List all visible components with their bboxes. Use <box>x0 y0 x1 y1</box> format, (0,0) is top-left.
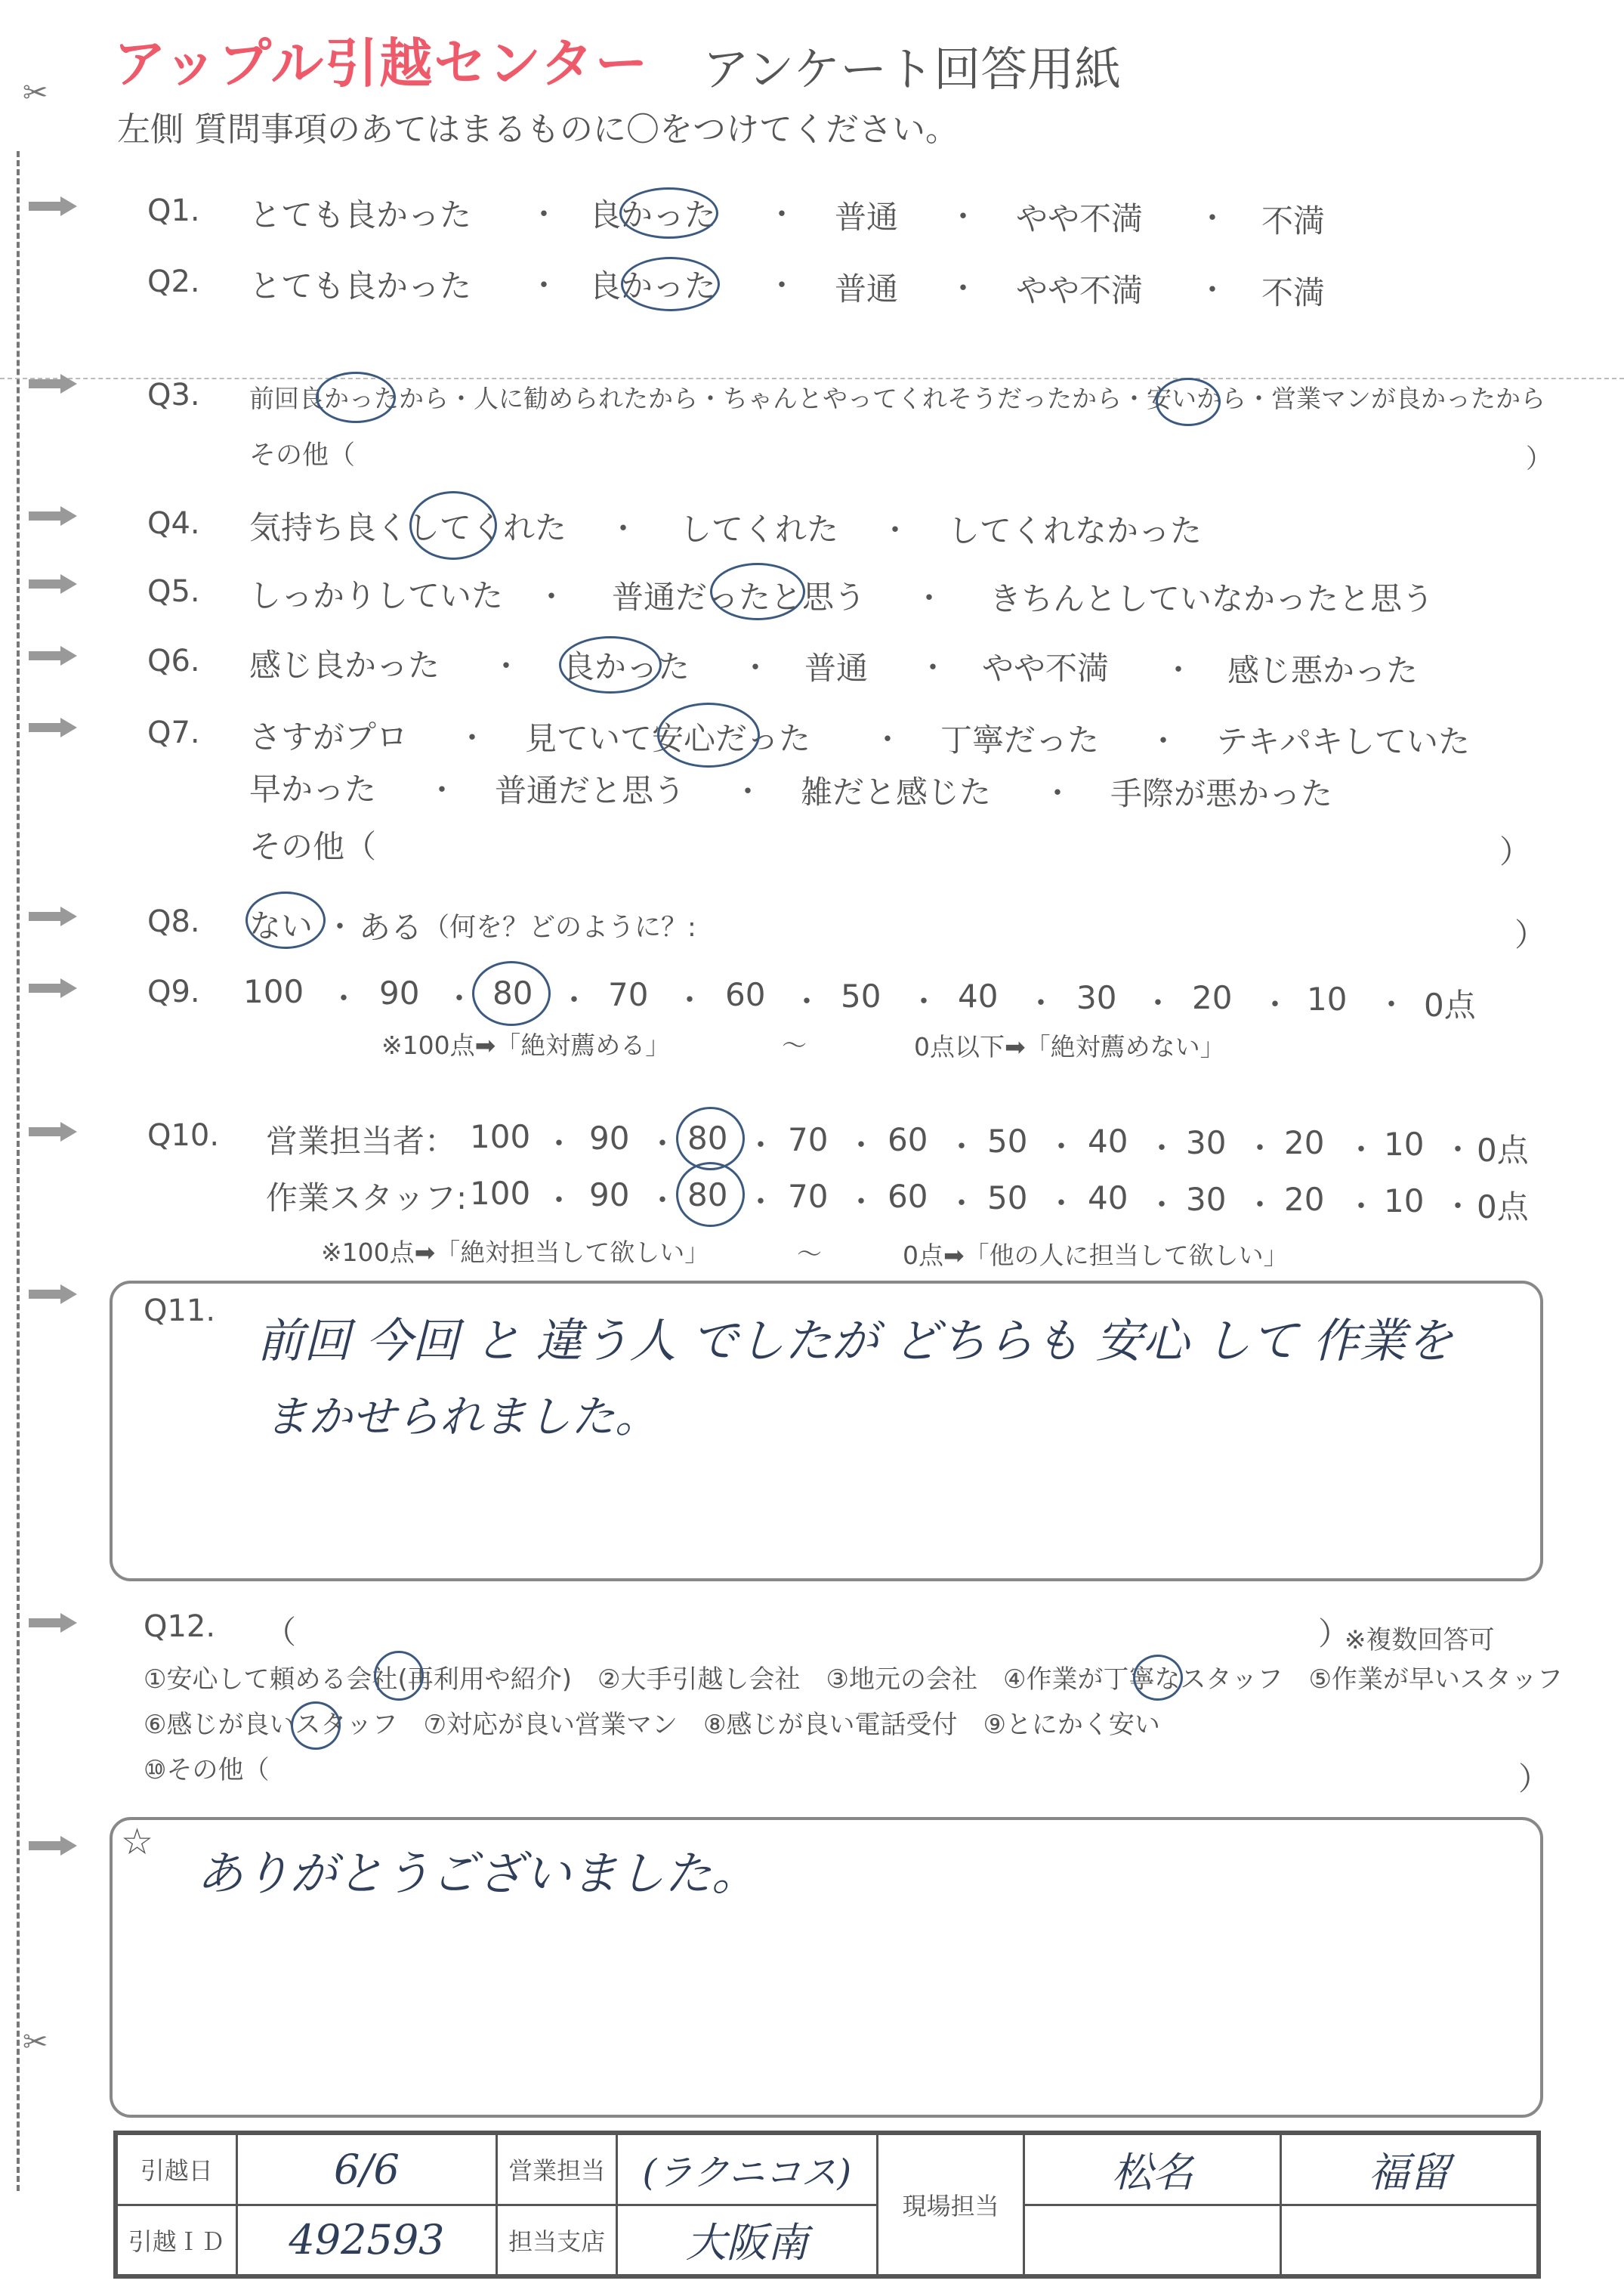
q5-option[interactable]: きちんとしていなかったと思う <box>990 580 1434 617</box>
q1-option[interactable]: 不満 <box>1261 202 1326 239</box>
q9-score[interactable]: 60 <box>725 976 766 1013</box>
arrow-icon <box>29 978 79 998</box>
arrow-icon <box>29 1836 79 1856</box>
q7-option[interactable]: テキパキしていた <box>1216 723 1471 760</box>
q7-option[interactable]: 早かった <box>249 771 377 808</box>
answer-circle <box>1133 1655 1183 1701</box>
q8-label: Q8. <box>147 904 200 939</box>
separator-dot: ・ <box>647 1183 678 1218</box>
q10-staff-score[interactable]: 40 <box>1088 1179 1128 1216</box>
separator-dot: ・ <box>559 983 589 1018</box>
q10-note-right: 0点➡「他の人に担当して欲しい」 <box>903 1241 1289 1270</box>
q7-option[interactable]: 普通だと思う <box>495 772 686 809</box>
separator-dot: ・ <box>1376 987 1406 1022</box>
separator-dot: ・ <box>909 984 939 1019</box>
q9-label: Q9. <box>147 975 200 1009</box>
q12-options-row2[interactable]: ⑥感じが良いスタッフ ⑦対応が良い営業マン ⑧感じが良い電話受付 ⑨とにかく安い <box>144 1710 1160 1740</box>
q12-other-close: ） <box>1518 1760 1551 1797</box>
branch-value: 大阪南 <box>616 2205 877 2276</box>
q10-sales-score[interactable]: 20 <box>1284 1124 1325 1161</box>
separator-dot: ・ <box>946 1186 977 1221</box>
separator-dot: ・ <box>608 511 638 546</box>
arrow-icon <box>29 907 79 926</box>
q9-score[interactable]: 20 <box>1192 979 1233 1016</box>
site-staff-value-1: 松名 <box>1024 2133 1281 2205</box>
q10-sales-score[interactable]: 80 <box>687 1120 728 1157</box>
separator-dot: ・ <box>427 773 457 808</box>
brand-title: アップル引越センター <box>113 32 650 94</box>
separator-dot: ・ <box>1046 1186 1076 1221</box>
q10-sales-score[interactable]: 40 <box>1088 1123 1128 1160</box>
separator-dot: ・ <box>1046 1130 1076 1164</box>
q12-note: ※複数回答可 <box>1345 1625 1495 1655</box>
move-date-value: 6/6 <box>236 2133 497 2205</box>
answer-circle <box>245 892 326 949</box>
separator-dot: ・ <box>872 722 903 757</box>
answer-circle <box>619 187 718 239</box>
q10-staff-score[interactable]: 70 <box>788 1178 829 1215</box>
answer-circle <box>374 1651 424 1701</box>
star-icon: ☆ <box>121 1821 154 1863</box>
answer-circle <box>676 1162 745 1227</box>
q10-staff-score[interactable]: 50 <box>987 1179 1028 1216</box>
separator-dot: ・ <box>457 721 487 756</box>
q10-staff-score[interactable]: 60 <box>888 1178 928 1215</box>
q9-score[interactable]: 70 <box>608 976 649 1013</box>
q4-label: Q4. <box>147 506 200 541</box>
separator-dot: ・ <box>1026 986 1056 1021</box>
comment-text: ありがとうございました。 <box>196 1846 759 1901</box>
separator-dot: ・ <box>1148 724 1178 759</box>
q8-close: ） <box>1514 916 1547 953</box>
separator-dot: ・ <box>444 981 474 1016</box>
site-staff-value-2: 福留 <box>1281 2133 1539 2205</box>
q11-answer-line1: 前回 今回 と 違う人 でしたが どちらも 安心 して 作業を <box>257 1313 1453 1368</box>
separator-dot: ・ <box>529 268 559 303</box>
separator-dot: ・ <box>325 910 355 944</box>
q10-sales-score[interactable]: 90 <box>589 1120 630 1157</box>
q2-option[interactable]: やや不満 <box>1016 272 1144 309</box>
q7-option[interactable]: 雑だと感じた <box>801 774 992 811</box>
separator-dot: ・ <box>746 1128 776 1163</box>
instruction: 左側 質問事項のあてはまるものに〇をつけてください。 <box>117 110 959 149</box>
staff-info-table <box>113 2131 1541 2279</box>
move-id-label: 引越ＩＤ <box>116 2205 236 2276</box>
arrow-icon <box>29 196 79 216</box>
q9-note-right: 0点以下➡「絶対薦めない」 <box>914 1032 1225 1062</box>
arrow-icon <box>29 1284 79 1304</box>
separator-dot: ・ <box>544 1126 574 1161</box>
separator-dot: ・ <box>792 984 822 1019</box>
q10-sales-label: 営業担当者： <box>266 1123 457 1160</box>
move-date-label: 引越日 <box>116 2133 236 2205</box>
separator-dot: ・ <box>529 197 559 232</box>
separator-dot: ・ <box>329 981 359 1016</box>
form-title: アンケート回答用紙 <box>702 42 1122 97</box>
q6-option[interactable]: 感じ良かった <box>249 647 440 684</box>
arrow-icon <box>29 1122 79 1142</box>
answer-circle <box>657 703 760 768</box>
q8-option-yes[interactable]: ある <box>359 909 423 946</box>
answer-circle <box>1156 378 1221 426</box>
separator-dot: ・ <box>880 513 910 548</box>
answer-circle <box>710 563 805 620</box>
answer-circle <box>559 636 662 694</box>
answer-circle <box>676 1107 745 1170</box>
q6-option[interactable]: 普通 <box>804 650 869 687</box>
separator-dot: ・ <box>1443 1133 1473 1167</box>
separator-dot: ・ <box>948 199 978 234</box>
move-id-value: 492593 <box>236 2205 497 2276</box>
q10-sales-score[interactable]: 10 <box>1384 1126 1425 1163</box>
q9-note-mid: 〜 <box>782 1031 807 1060</box>
answer-circle <box>621 257 720 311</box>
separator-dot: ・ <box>846 1128 876 1163</box>
q10-sales-score[interactable]: 30 <box>1186 1124 1227 1161</box>
q4-option[interactable]: 気持ち良くしてくれた <box>249 509 567 546</box>
separator-dot: ・ <box>1163 653 1193 688</box>
separator-dot: ・ <box>914 581 944 616</box>
q10-sales-score[interactable]: 50 <box>987 1123 1028 1160</box>
separator-dot: ・ <box>767 268 797 303</box>
arrow-icon <box>29 574 79 594</box>
q10-sales-score[interactable]: 70 <box>788 1121 829 1158</box>
separator-dot: ・ <box>746 1185 776 1219</box>
separator-dot: ・ <box>1346 1133 1376 1167</box>
q10-staff-score[interactable]: 100 <box>470 1175 531 1212</box>
q9-score[interactable]: 80 <box>492 975 533 1012</box>
q10-staff-score[interactable]: 80 <box>687 1176 728 1213</box>
q7-option[interactable]: 手際が悪かった <box>1110 775 1333 812</box>
q10-staff-label: 作業スタッフ: <box>266 1179 468 1216</box>
q9-score[interactable]: 0点 <box>1424 987 1476 1024</box>
site-staff-label: 現場担当 <box>877 2133 1024 2276</box>
q10-sales-score[interactable]: 0点 <box>1477 1132 1529 1169</box>
q9-score[interactable]: 10 <box>1307 981 1348 1018</box>
separator-dot: ・ <box>1197 201 1227 236</box>
q9-score[interactable]: 40 <box>958 978 999 1015</box>
q10-staff-score[interactable]: 20 <box>1284 1181 1325 1218</box>
separator-dot: ・ <box>1346 1189 1376 1224</box>
q9-score[interactable]: 30 <box>1076 979 1117 1016</box>
q3-other-close: ） <box>1526 444 1553 474</box>
site-staff-empty-2 <box>1281 2205 1539 2276</box>
q7-option[interactable]: さすがプロ <box>249 718 409 756</box>
q9-score[interactable]: 90 <box>379 975 420 1012</box>
q6-option[interactable]: 良かった <box>563 648 690 685</box>
separator-dot: ・ <box>1245 1188 1275 1222</box>
q9-score[interactable]: 50 <box>841 978 881 1015</box>
q5-option[interactable]: しっかりしていた <box>249 577 504 614</box>
q9-note-left: ※100点➡「絶対薦める」 <box>381 1031 671 1060</box>
q3-options[interactable]: 前回良かったから・人に勧められたから・ちゃんとやってくれそうだったから・安いから・営業マンが良かったから <box>249 384 1545 413</box>
site-staff-empty-1 <box>1024 2205 1281 2276</box>
q2-label: Q2. <box>147 264 200 299</box>
scissor-icon: ✂ <box>23 2025 48 2060</box>
separator-dot: ・ <box>946 1130 977 1164</box>
q2-option[interactable]: 普通 <box>835 270 899 307</box>
q3-other: その他（ <box>249 440 356 471</box>
separator-dot: ・ <box>948 271 978 306</box>
arrow-icon <box>29 506 79 526</box>
q10-sales-score[interactable]: 100 <box>470 1118 531 1155</box>
q6-label: Q6. <box>147 644 200 678</box>
q1-option[interactable]: 普通 <box>835 199 899 236</box>
q6-option[interactable]: 感じ悪かった <box>1227 652 1419 689</box>
q10-note-mid: 〜 <box>797 1239 822 1269</box>
answer-circle <box>316 372 396 423</box>
separator-dot: ・ <box>1042 776 1073 811</box>
separator-dot: ・ <box>544 1183 574 1218</box>
q7-option[interactable]: 見ていて安心だった <box>525 720 811 757</box>
separator-dot: ・ <box>740 651 770 685</box>
q10-label: Q10. <box>147 1118 220 1153</box>
separator-dot: ・ <box>647 1126 678 1161</box>
q12-other: ⑩その他（ <box>144 1755 270 1785</box>
arrow-icon <box>29 374 79 394</box>
q1-option[interactable]: 良かった <box>589 196 717 233</box>
q11-answer-line2: まかせられました。 <box>264 1391 659 1442</box>
q6-option[interactable]: やや不満 <box>982 650 1110 687</box>
separator-dot: ・ <box>767 197 797 232</box>
sales-label: 営業担当 <box>497 2133 616 2205</box>
q4-option[interactable]: してくれなかった <box>948 512 1203 549</box>
arrow-icon <box>29 1613 79 1633</box>
q3-label: Q3. <box>147 378 200 413</box>
q11-label: Q11. <box>144 1293 216 1328</box>
q10-sales-score[interactable]: 60 <box>888 1121 928 1158</box>
separator-dot: ・ <box>491 649 521 684</box>
q10-staff-score[interactable]: 90 <box>589 1176 630 1213</box>
separator-dot: ・ <box>846 1185 876 1219</box>
scissor-icon: ✂ <box>23 76 48 110</box>
answer-circle <box>409 491 497 560</box>
answer-circle <box>472 961 551 1026</box>
separator-dot: ・ <box>1147 1131 1177 1166</box>
separator-dot: ・ <box>1443 1189 1473 1224</box>
q12-options-row1[interactable]: ①安心して頼める会社(再利用や紹介) ②大手引越し会社 ③地元の会社 ④作業が丁寧なスタッフ ⑤作業が早いスタッフ <box>144 1664 1563 1695</box>
q7-other: その他（ <box>249 828 377 865</box>
arrow-icon <box>29 646 79 666</box>
q10-note-left: ※100点➡「絶対担当して欲しい」 <box>321 1238 710 1267</box>
branch-label: 担当支店 <box>497 2205 616 2276</box>
q2-option[interactable]: 不満 <box>1261 274 1326 311</box>
q10-staff-score[interactable]: 0点 <box>1477 1188 1529 1225</box>
q1-option[interactable]: とても良かった <box>249 196 472 233</box>
q9-score[interactable]: 100 <box>243 973 304 1010</box>
separator-dot: ・ <box>1143 986 1173 1021</box>
separator-dot: ・ <box>918 651 948 685</box>
q12-label: Q12. <box>144 1609 216 1644</box>
q2-option[interactable]: 良かった <box>589 267 717 304</box>
q7-other-close: ） <box>1499 833 1532 870</box>
answer-circle <box>291 1701 341 1750</box>
q8-option-no[interactable]: ない <box>249 907 313 944</box>
separator-dot: ・ <box>675 983 705 1018</box>
q7-option[interactable]: 丁寧だった <box>940 722 1100 759</box>
separator-dot: ・ <box>1197 273 1227 307</box>
q7-label: Q7. <box>147 715 200 750</box>
separator-dot: ・ <box>733 774 763 809</box>
arrow-icon <box>29 718 79 737</box>
q1-option[interactable]: やや不満 <box>1016 200 1144 237</box>
q12-paren-close: ） <box>1318 1615 1351 1652</box>
separator-dot: ・ <box>536 579 567 614</box>
sales-value: (ラクニコス) <box>616 2133 877 2205</box>
perforation-line <box>17 151 20 2191</box>
q8-prompt: （何を？どのように？: <box>423 913 696 943</box>
q2-option[interactable]: とても良かった <box>249 267 472 304</box>
q5-label: Q5. <box>147 574 200 609</box>
separator-dot: ・ <box>1147 1188 1177 1222</box>
separator-dot: ・ <box>1260 987 1290 1022</box>
separator-dot: ・ <box>1245 1131 1275 1166</box>
q12-paren-open: （ <box>264 1614 297 1651</box>
q5-option[interactable]: 普通だったと思う <box>612 579 866 616</box>
q4-option[interactable]: してくれた <box>680 511 839 548</box>
q10-staff-score[interactable]: 10 <box>1384 1182 1425 1219</box>
q1-label: Q1. <box>147 193 200 228</box>
q10-staff-score[interactable]: 30 <box>1186 1181 1227 1218</box>
